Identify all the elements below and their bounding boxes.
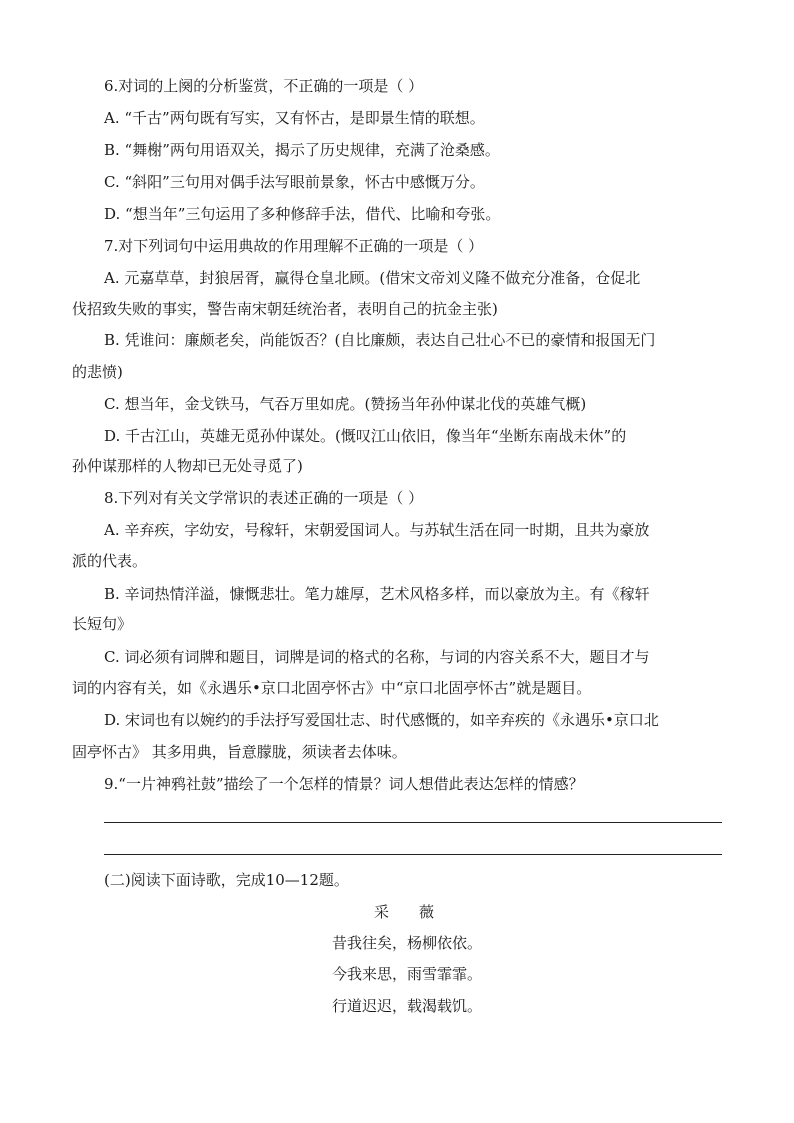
question-7-option-b-line1: B. 凭谁问：廉颇老矣，尚能饭否？(自比廉颇，表达自己壮心不已的豪情和报国无门 [104,331,656,349]
question-6-option-b: B. “舞榭”两句用语双关，揭示了历史规律，充满了沧桑感。 [104,141,500,159]
question-9-stem: 9.“一片神鸦社鼓”描绘了一个怎样的情景？词人想借此表达怎样的情感？ [104,775,584,793]
question-8-option-c-line2: 词的内容有关，如《永遇乐•京口北固亭怀古》中“京口北固亭怀古”就是题目。 [72,679,592,697]
question-8-option-a-line2: 派的代表。 [72,552,148,570]
question-7-option-b-line2: 的悲愤) [72,363,123,381]
question-7-option-c: C. 想当年，金戈铁马，气吞万里如虎。(赞扬当年孙仲谋北伐的英雄气概) [104,395,587,413]
question-8-option-b-line2: 长短句》 [72,615,133,633]
question-7-option-a-line1: A. 元嘉草草，封狼居胥，赢得仓皇北顾。(借宋文帝刘义隆不做充分准备，仓促北 [104,269,641,287]
question-8-stem: 8.下列对有关文学常识的表述正确的一项是（ ） [104,489,424,507]
question-7-stem: 7.对下列词句中运用典故的作用理解不正确的一项是（ ） [104,237,484,255]
section-2-intro: (二)阅读下面诗歌，完成10—12题。 [104,871,349,889]
poem-line-1: 昔我往矣，杨柳依依。 [332,934,483,952]
question-8-option-c-line1: C. 词必须有词牌和题目，词牌是词的格式的名称，与词的内容关系不大，题目才与 [104,648,650,666]
question-7-option-d-line2: 孙仲谋那样的人物却已无处寻觅了) [72,457,303,475]
question-7-option-d-line1: D. 千古江山，英雄无觅孙仲谋处。(慨叹江山依旧，像当年“坐断东南战未休”的 [104,427,627,445]
question-6-stem: 6.对词的上阕的分析鉴赏，不正确的一项是（ ） [104,77,424,95]
answer-line-2 [104,854,722,855]
question-6-option-a: A. “千古”两句既有写实，又有怀古，是即景生情的联想。 [104,109,485,127]
question-6-option-d: D. “想当年”三句运用了多种修辞手法，借代、比喻和夸张。 [104,205,501,223]
question-8-option-a-line1: A. 辛弃疾，字幼安，号稼轩，宋朝爱国词人。与苏轼生活在同一时期，且共为豪放 [104,521,650,539]
question-8-option-d-line2: 固亭怀古》 其多用典，旨意朦胧，须读者去体味。 [72,743,407,761]
poem-title: 采薇 [374,903,465,921]
question-6-option-c: C. “斜阳”三句用对偶手法写眼前景象，怀古中感慨万分。 [104,173,485,191]
poem-line-3: 行道迟迟，载渴载饥。 [332,997,483,1015]
question-8-option-b-line1: B. 辛词热情洋溢，慷慨悲壮。笔力雄厚，艺术风格多样，而以豪放为主。有《稼轩 [104,585,650,603]
answer-line-1 [104,822,722,823]
question-7-option-a-line2: 伐招致失败的事实，警告南宋朝廷统治者，表明自己的抗金主张) [72,300,498,318]
question-8-option-d-line1: D. 宋词也有以婉约的手法抒写爱国壮志、时代感慨的，如辛弃疾的《永遇乐•京口北 [104,711,659,729]
poem-line-2: 今我来思，雨雪霏霏。 [332,965,483,983]
